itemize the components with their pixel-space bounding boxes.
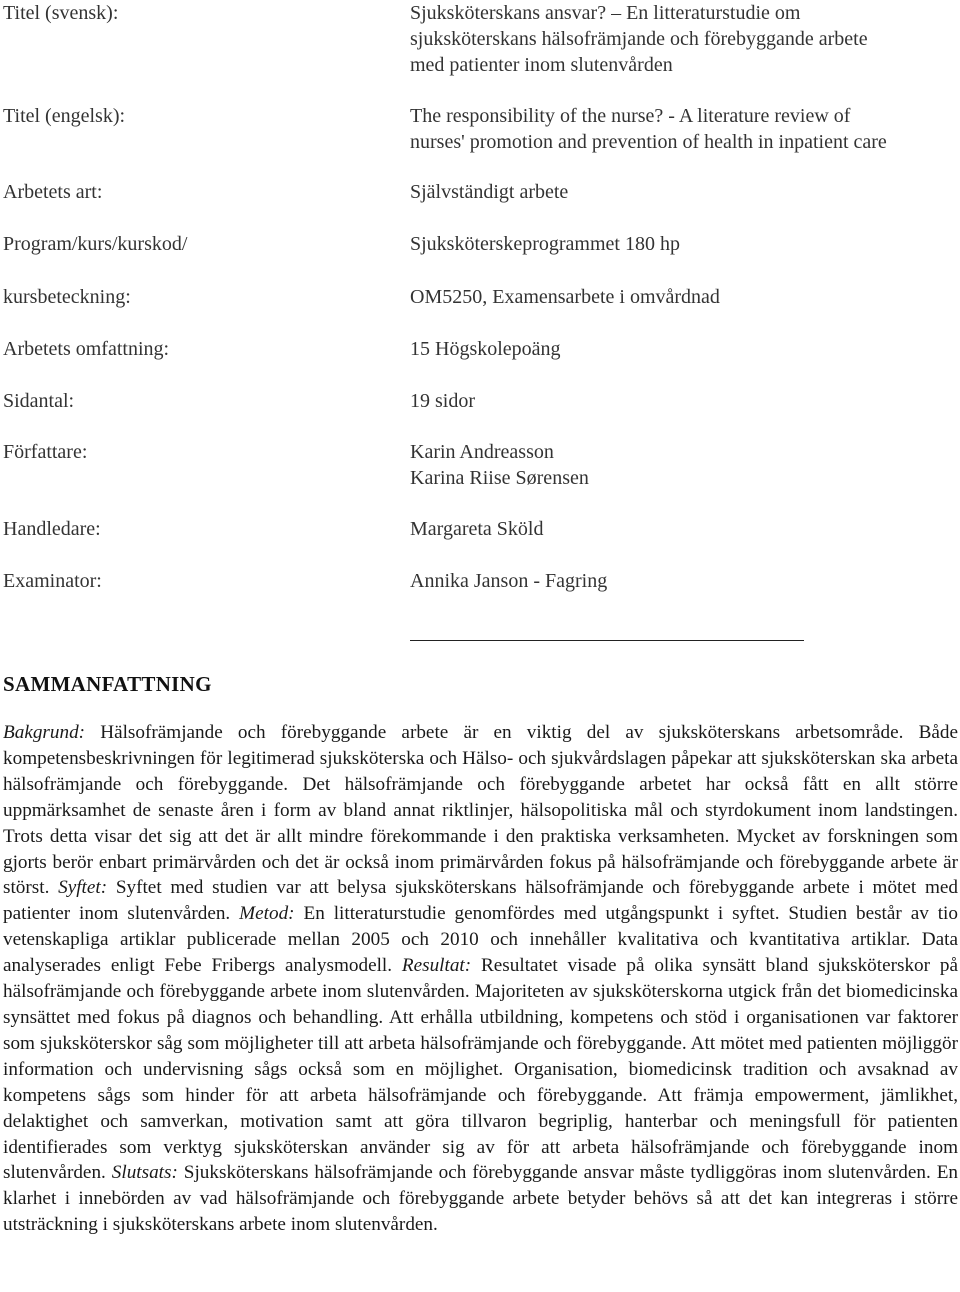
background-label: Bakgrund: <box>3 722 86 743</box>
supervisor-label: Handledare: <box>3 518 101 540</box>
title-english-line-1: The responsibility of the nurse? - A literature review of <box>410 105 851 127</box>
title-swedish-line-3: med patienter inom slutenvården <box>410 54 673 76</box>
results-label: Resultat: <box>401 955 472 977</box>
aim-label: Syftet: <box>58 877 108 899</box>
author-1: Karin Andreasson <box>410 441 554 463</box>
pages-value: 19 sidor <box>410 390 475 412</box>
summary-heading: SAMMANFATTNING <box>3 672 212 696</box>
scope-label: Arbetets omfattning: <box>3 338 170 360</box>
scope-value: 15 Högskolepoäng <box>410 338 561 360</box>
aim-text: Syftet med studien var att belysa sjuksköterskans hälsofrämjande och förebyggande arbete i mötet med patienter inom slutenvården. <box>3 877 958 925</box>
course-label: kursbeteckning: <box>3 286 131 308</box>
title-swedish-line-2: sjuksköterskans hälsofrämjande och förebyggande arbete <box>410 28 868 50</box>
author-2: Karina Riise Sørensen <box>410 467 589 489</box>
examiner-value: Annika Janson - Fagring <box>410 570 608 592</box>
title-swedish-label: Titel (svensk): <box>3 2 119 24</box>
work-type-value: Självständigt arbete <box>410 181 569 203</box>
title-swedish-line-1: Sjuksköterskans ansvar? – En litteraturstudie om <box>410 2 801 24</box>
title-english-label: Titel (engelsk): <box>3 105 126 127</box>
program-value: Sjuksköterskeprogrammet 180 hp <box>410 233 680 255</box>
title-english-line-2: nurses' promotion and prevention of health in inpatient care <box>410 131 887 153</box>
method-label: Metod: <box>239 903 295 925</box>
section-divider <box>410 640 804 641</box>
results-text: Resultatet visade på olika synsätt bland sjuksköterskor på hälsofrämjande och förebyggande arbete inom slutenvården. Majoriteten av sjuksköterskorna utgick från det biomedicinska synsättet med fokus på diagnos och behandling. Att erhålla utbildning, kompetens och stöd i organisationen var faktorer som sjuksköterskor såg som möjligheter till att arbeta hälsofrämjande och förebyggande. Att mötet med patienten möjliggör information och undervisning sågs också som en möjlighet. Organisation, biomedicinsk tradition och avsaknad av kompetens sågs som hinder för att arbeta hälsofrämjande och förebyggande. Att främja empowerment, jämlikhet, delaktighet och samverkan, motivation samt att göra tillvaron begriplig, hanterbar och meningsfull för patienten identifierades som verktyg sjuksköterskan använder sig av för att arbeta hälsofrämjande och förebyggande inom slutenvården. <box>3 955 958 1184</box>
work-type-label: Arbetets art: <box>3 181 103 203</box>
pages-label: Sidantal: <box>3 390 75 412</box>
authors-label: Författare: <box>3 441 88 463</box>
method-text: En litteraturstudie genomfördes med utgångspunkt i syftet. Studien består av tio vetenskapliga artiklar publicerade mellan 2005 och 2010 och innehåller kvalitativa och kvantitativa artiklar. Data analyserades enligt Febe Fribergs analysmodell. <box>3 903 958 977</box>
summary-paragraph <box>3 720 958 1238</box>
course-value: OM5250, Examensarbete i omvårdnad <box>410 286 720 308</box>
background-text: Hälsofrämjande och förebyggande arbete är en viktig del av sjuksköterskans arbetsområde. Både kompetensbeskrivningen för legitimerad sjuksköterska och Hälso- och sjukvårdslagen påpekar att sjuksköterskan ska arbeta hälsofrämjande och förebyggande. Det hälsofrämjande och förebyggande arbetet har också fått en allt större uppmärksamhet de senaste åren i form av bland annat riktlinjer, hälsopolitiska mål och styrdokument inom landstingen. Trots detta visar det sig att det är allt mindre förekommande i den praktiska verksamheten. Mycket av forskningen som gjorts berör enbart primärvården och det är också inom primärvården fokus på hälsofrämjande och förebyggande arbete är störst. <box>3 722 958 899</box>
conclusion-text: Sjuksköterskans hälsofrämjande och förebyggande ansvar måste tydliggöras inom slutenvården. En klarhet i innebörden av vad hälsofrämjande och förebyggande arbete betyder behövs så att det kan integreras i större utsträckning i sjuksköterskans arbete inom slutenvården. <box>3 1162 959 1236</box>
examiner-label: Examinator: <box>3 570 102 592</box>
conclusion-label: Slutsats: <box>111 1162 178 1184</box>
supervisor-value: Margareta Sköld <box>410 518 544 540</box>
program-label: Program/kurs/kurskod/ <box>3 233 188 255</box>
